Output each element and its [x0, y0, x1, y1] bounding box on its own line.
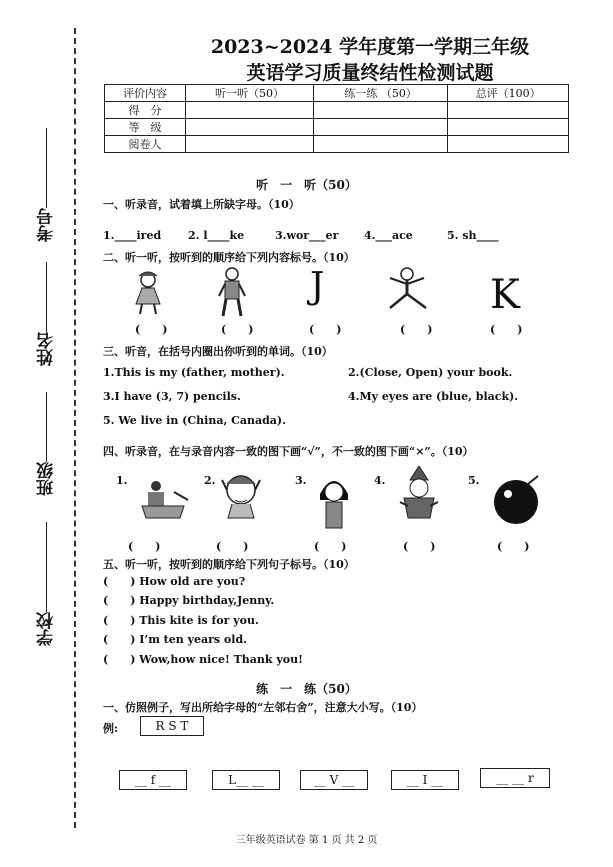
example-box: R S T: [140, 716, 204, 736]
exam-title-line1: 2023~2024 学年度第一学期三年级: [210, 36, 530, 58]
score-row-label: 得 分: [105, 102, 186, 119]
q2-answer-paren[interactable]: ( ): [490, 323, 523, 336]
exam-title-line2: 英语学习质量终结性检测试题: [246, 62, 494, 84]
jumping-boy-picture: [382, 266, 432, 312]
q5-item[interactable]: ( ) This kite is for you.: [103, 614, 259, 627]
score-cell[interactable]: [313, 119, 447, 136]
q1-item[interactable]: 2. l____ke: [188, 229, 245, 242]
score-cell[interactable]: [448, 136, 569, 153]
q4-number: 3.: [295, 474, 307, 487]
score-cell[interactable]: [186, 136, 314, 153]
q5-item[interactable]: ( ) I’m ten years old.: [103, 633, 247, 646]
score-row-label: 阅卷人: [105, 136, 186, 153]
man-in-overalls-picture: [215, 266, 249, 318]
score-cell[interactable]: [313, 136, 447, 153]
black-balloon-picture: [488, 472, 544, 534]
q1-item[interactable]: 3.wor___er: [275, 229, 339, 242]
listen-heading: 听 一 听（50）: [256, 178, 357, 192]
xingming-label: 姓名: [36, 332, 57, 366]
q3-item[interactable]: 3.I have (3, 7) pencils.: [103, 390, 241, 403]
q5-item[interactable]: ( ) Wow,how nice! Thank you!: [103, 653, 303, 666]
clown-picture: [396, 466, 442, 524]
q2-prompt: 二、听一听，按听到的顺序给下列内容标号。（10）: [103, 251, 355, 264]
letter-j: J: [310, 266, 325, 307]
q4-number: 5.: [468, 474, 480, 487]
q4-answer-paren[interactable]: ( ): [497, 540, 530, 553]
q1-item[interactable]: 5. sh____: [447, 229, 499, 242]
kaohao-label: 考号: [36, 208, 57, 242]
q4-number: 4.: [374, 474, 386, 487]
practice-q1-prompt: 一、仿照例子，写出所给字母的“左邻右舍”，注意大小写。（10）: [103, 701, 423, 714]
kids-reading-picture: [134, 478, 192, 524]
girl-holding-ears-picture: [218, 468, 264, 520]
xuexiao-line: [46, 522, 47, 612]
q4-number: 1.: [116, 474, 128, 487]
q4-answer-paren[interactable]: ( ): [314, 540, 347, 553]
score-table: [104, 84, 569, 153]
banji-label: 班级: [36, 462, 57, 496]
score-cell[interactable]: [186, 119, 314, 136]
binding-dashed-line: [74, 28, 76, 828]
side-banji[interactable]: [26, 392, 66, 501]
example-label: 例:: [103, 722, 119, 735]
xingming-line: [46, 262, 47, 332]
q3-item[interactable]: 5. We live in (China, Canada).: [103, 414, 286, 427]
score-col-header: 听一听（50）: [186, 85, 314, 102]
q1-item[interactable]: 4.___ace: [364, 229, 413, 242]
q4-number: 2.: [204, 474, 216, 487]
score-cell[interactable]: [186, 102, 314, 119]
q1-prompt: 一、听录音，试着填上所缺字母。（10）: [103, 198, 300, 211]
side-xingming[interactable]: [26, 262, 66, 371]
score-row-label: 等 级: [105, 119, 186, 136]
q4-answer-paren[interactable]: ( ): [403, 540, 436, 553]
girl-with-bob-hair-picture: [312, 472, 356, 530]
letter-neighbor-box[interactable]: __ __ r: [480, 768, 550, 788]
q2-answer-paren[interactable]: ( ): [221, 323, 254, 336]
q4-prompt: 四、听录音，在与录音内容一致的图下画“√”，不一致的图下画“×”。（10）: [103, 445, 474, 458]
score-cell[interactable]: [313, 102, 447, 119]
q3-item[interactable]: 1.This is my (father, mother).: [103, 366, 285, 379]
kaohao-line: [46, 128, 47, 208]
score-col-header: 练一练 （50）: [313, 85, 447, 102]
q3-item[interactable]: 2.(Close, Open) your book.: [348, 366, 513, 379]
q5-prompt: 五、听一听，按听到的顺序给下列句子标号。（10）: [103, 558, 355, 571]
q4-answer-paren[interactable]: ( ): [216, 540, 249, 553]
q3-item[interactable]: 4.My eyes are (blue, black).: [348, 390, 519, 403]
q2-answer-paren[interactable]: ( ): [309, 323, 342, 336]
q4-answer-paren[interactable]: ( ): [128, 540, 161, 553]
score-cell[interactable]: [448, 119, 569, 136]
q1-item[interactable]: 1.____ired: [103, 229, 162, 242]
page-footer: 三年级英语试卷 第 1 页 共 2 页: [235, 835, 378, 846]
practice-heading: 练 一 练（50）: [256, 682, 357, 696]
letter-neighbor-box[interactable]: __ f __: [119, 770, 187, 790]
letter-k: K: [490, 272, 520, 318]
q2-answer-paren[interactable]: ( ): [400, 323, 433, 336]
letter-neighbor-box[interactable]: __ V __: [300, 770, 368, 790]
score-cell[interactable]: [448, 102, 569, 119]
letter-neighbor-box[interactable]: L__ __: [212, 770, 280, 790]
q3-prompt: 三、听音，在括号内圈出你听到的单词。（10）: [103, 345, 333, 358]
q2-answer-paren[interactable]: ( ): [135, 323, 168, 336]
banji-line: [46, 392, 47, 462]
letter-neighbor-box[interactable]: __ I __: [391, 770, 459, 790]
q5-item[interactable]: ( ) How old are you?: [103, 575, 246, 588]
score-col-header: 评价内容: [105, 85, 186, 102]
xuexiao-label: 学校: [36, 612, 57, 646]
side-xuexiao[interactable]: [26, 522, 66, 651]
score-col-header: 总评（100）: [448, 85, 569, 102]
q5-item[interactable]: ( ) Happy birthday,Jenny.: [103, 594, 275, 607]
boy-with-hat-picture: [128, 268, 168, 316]
